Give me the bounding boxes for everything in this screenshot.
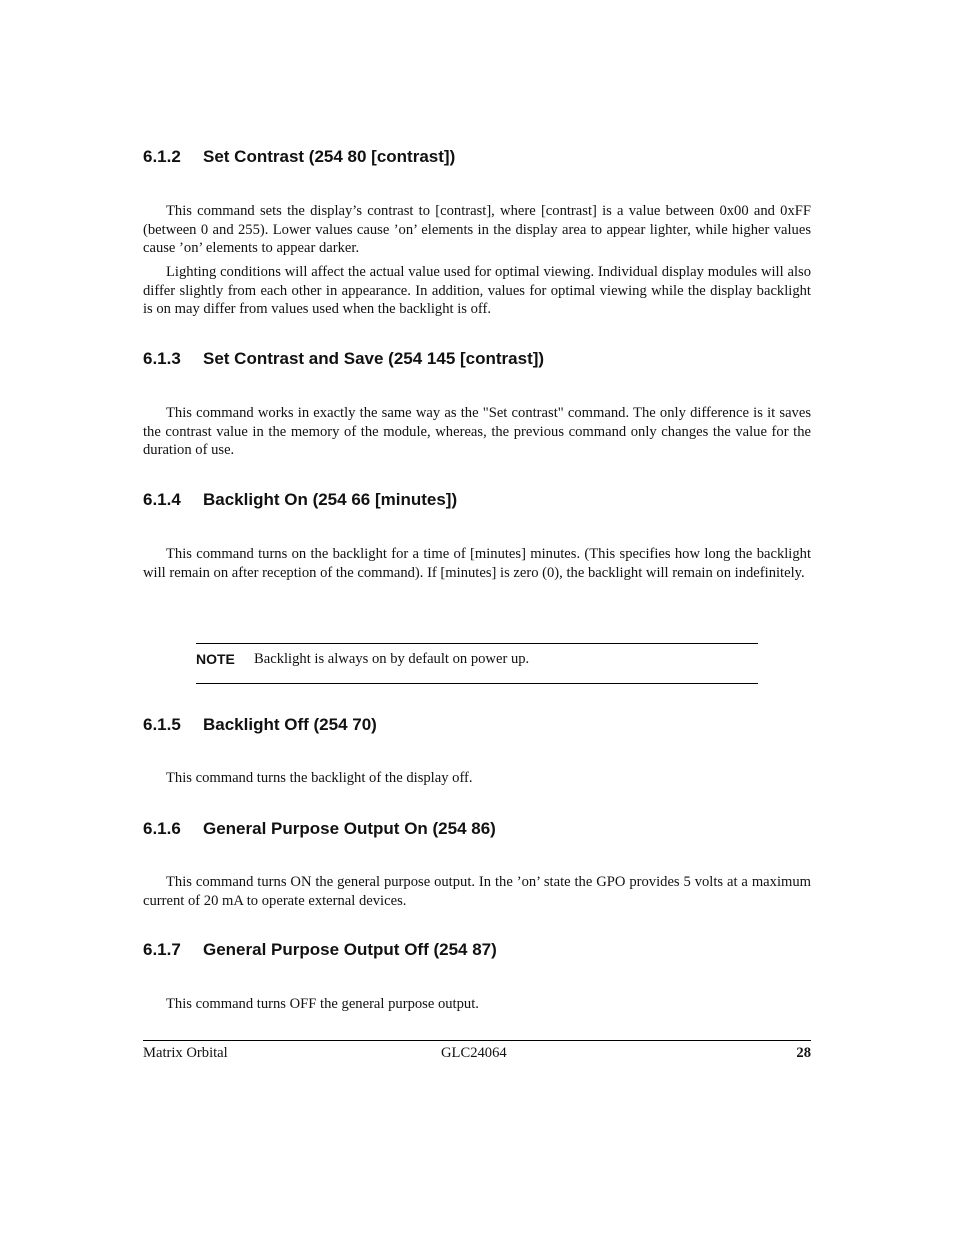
section-heading-6-1-3 bbox=[143, 349, 544, 369]
page-number: 28 bbox=[796, 1045, 811, 1061]
paragraph: This command turns ON the general purpose output. In the ’on’ state the GPO provides 5 volts at a maximum current of 20 mA to operate external devices. bbox=[143, 874, 811, 909]
paragraph: This command turns the backlight of the display off. bbox=[166, 770, 473, 786]
section-number: 6.1.2 bbox=[143, 147, 181, 166]
note-box bbox=[196, 643, 758, 684]
section-title: Set Contrast and Save (254 145 [contrast]) bbox=[203, 349, 545, 368]
section-title: General Purpose Output Off (254 87) bbox=[203, 940, 497, 959]
paragraph: This command sets the display’s contrast to [contrast], where [contrast] is a value between 0x00 and 0xFF (between 0 and 255). Lower values cause ’on’ elements in the display area to appear lighter, while higher values cause ’on’ elements to appear darker. bbox=[143, 203, 811, 257]
note-label: NOTE bbox=[196, 651, 235, 667]
section-title: Set Contrast (254 80 [contrast]) bbox=[203, 147, 456, 166]
section-number: 6.1.6 bbox=[143, 819, 181, 838]
section-heading-6-1-2 bbox=[143, 147, 455, 167]
paragraph: This command turns OFF the general purpose output. bbox=[166, 996, 479, 1012]
paragraph: This command works in exactly the same way as the "Set contrast" command. The only difference is it saves the contrast value in the memory of the module, whereas, the previous command only changes the value for the duration of use. bbox=[143, 405, 811, 459]
section-heading-6-1-4 bbox=[143, 490, 457, 510]
section-title: Backlight Off (254 70) bbox=[203, 715, 377, 734]
footer-model: GLC24064 bbox=[441, 1045, 507, 1061]
section-title: Backlight On (254 66 [minutes]) bbox=[203, 490, 458, 509]
section-heading-6-1-5 bbox=[143, 715, 377, 735]
note-text: Backlight is always on by default on power up. bbox=[254, 651, 530, 667]
paragraph: Lighting conditions will affect the actual value used for optimal viewing. Individual display modules will also differ slightly from each other in appearance. In addition, values for optimal viewing while the display backlight is on may differ from values used when the backlight is off. bbox=[143, 264, 811, 318]
paragraph: This command turns on the backlight for a time of [minutes] minutes. (This specifies how long the backlight will remain on after reception of the command). If [minutes] is zero (0), the backlight will remain on indefinitely. bbox=[143, 546, 811, 581]
section-heading-6-1-7 bbox=[143, 940, 497, 960]
section-number: 6.1.3 bbox=[143, 349, 181, 368]
section-title: General Purpose Output On (254 86) bbox=[203, 819, 496, 838]
section-number: 6.1.7 bbox=[143, 940, 181, 959]
footer-rule bbox=[143, 1040, 811, 1041]
section-heading-6-1-6 bbox=[143, 819, 496, 839]
footer-company: Matrix Orbital bbox=[143, 1045, 228, 1061]
section-number: 6.1.4 bbox=[143, 490, 181, 509]
section-number: 6.1.5 bbox=[143, 715, 181, 734]
